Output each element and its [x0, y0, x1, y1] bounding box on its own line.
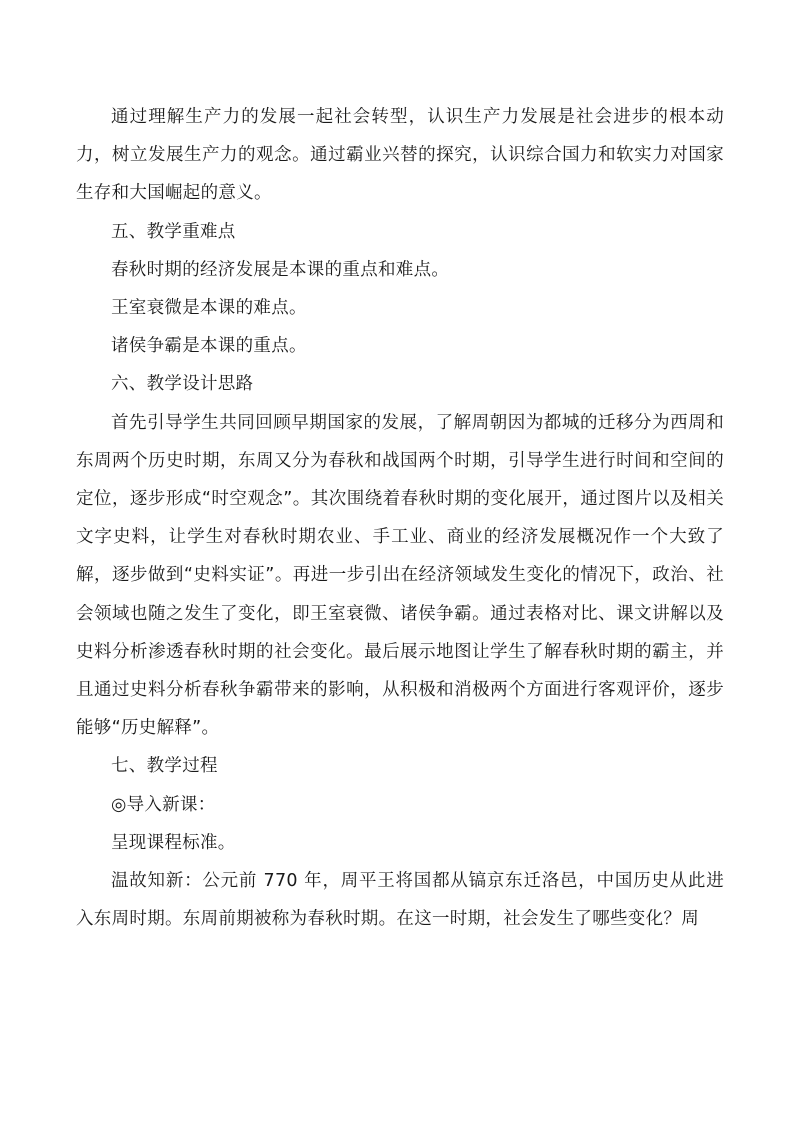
heading-teaching-process: 七、教学过程 [111, 756, 218, 777]
heading-design-approach: 六、教学设计思路 [111, 374, 254, 395]
paragraph-objectives: 通过理解生产力的发展一起社会转型，认识生产力发展是社会进步的根本动力，树立发展生产力的观念。通过霸业兴替的探究，认识综合国力和软实力对国家生存和大国崛起的意义。 [76, 107, 724, 204]
paragraph-curriculum-standard: 呈现课程标准。 [111, 832, 236, 853]
paragraph-lesson-intro: ◎导入新课： [111, 794, 216, 815]
paragraph-review: 温故知新：公元前 770 年，周平王将国都从镐京东迁洛邑，中国历史从此进入东周时期。东周前期被称为春秋时期。在这一时期，社会发生了哪些变化？周 [76, 871, 724, 930]
paragraph-key-difficulty-1: 春秋时期的经济发展是本课的重点和难点。 [111, 259, 450, 280]
document-body [76, 98, 724, 938]
paragraph-design-approach: 首先引导学生共同回顾早期国家的发展，了解周朝因为都城的迁移分为西周和东周两个历史时期，东周又分为春秋和战国两个时期，引导学生进行时间和空间的定位，逐步形成“时空观念”。其次围绕着春秋时期的变化展开，通过图片以及相关文字史料，让学生对春秋时期农业、手工业、商业的经济发展概况作一个大致了解，逐步做到“史料实证”。再进一步引出在经济领域发生变化的情况下，政治、社会领域也随之发生了变化，即王室衰微、诸侯争霸。通过表格对比、课文讲解以及史料分析渗透春秋时期的社会变化。最后展示地图让学生了解春秋时期的霸主，并且通过史料分析春秋争霸带来的影响，从积极和消极两个方面进行客观评价，逐步能够“历史解释”。 [76, 412, 724, 739]
paragraph-key-difficulty-3: 诸侯争霸是本课的重点。 [111, 336, 307, 357]
paragraph-key-difficulty-2: 王室衰微是本课的难点。 [111, 298, 307, 319]
heading-key-difficulties: 五、教学重难点 [111, 221, 236, 242]
